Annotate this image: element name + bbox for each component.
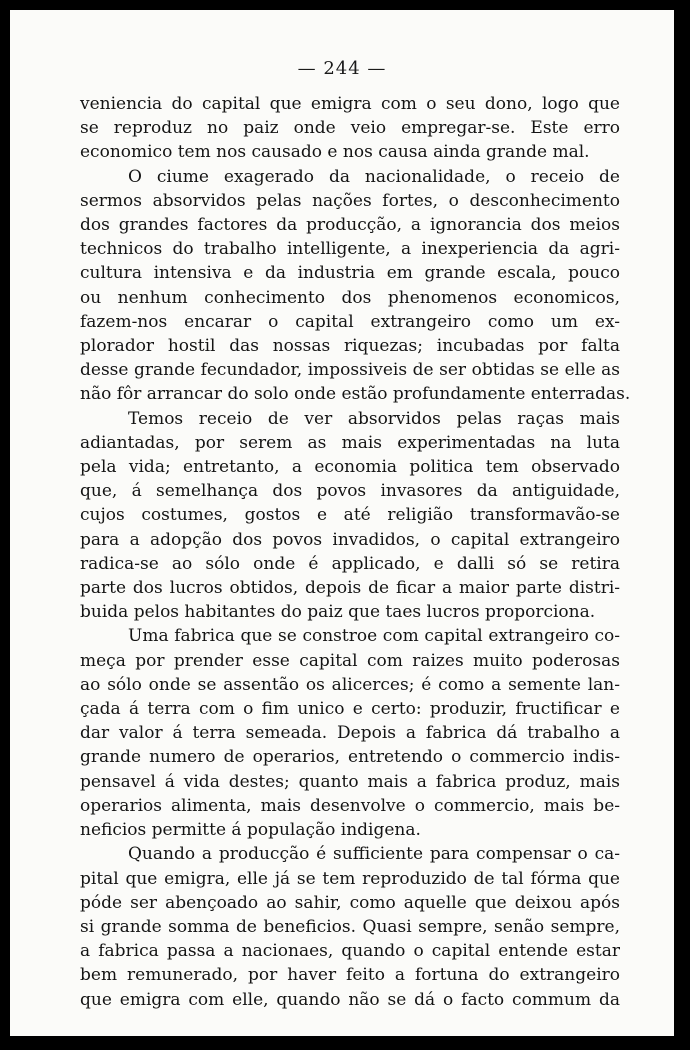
text-line: meça por prender esse capital com raizes muito poderosas	[80, 650, 620, 671]
text-line: sermos absorvidos pelas nações fortes, o desconhecimento	[80, 190, 620, 211]
text-line: si grande somma de beneficios. Quasi sempre, senão sempre,	[80, 916, 620, 937]
book-page	[10, 10, 674, 1036]
text-line: pital que emigra, elle já se tem reproduzido de tal fórma que	[80, 868, 620, 889]
text-line: çada á terra com o fim unico e certo: produzir, fructificar e	[80, 699, 620, 720]
text-line: cultura intensiva e da industria em grande escala, pouco	[80, 263, 620, 284]
text-line: Quando a producção é sufficiente para compensar o ca-	[128, 844, 620, 865]
text-line: grande numero de operarios, entretendo o commercio indis-	[80, 747, 620, 768]
text-line: que emigra com elle, quando não se dá o facto commum da	[80, 989, 620, 1010]
text-line: buida pelos habitantes do paiz que taes lucros proporciona.	[80, 602, 596, 623]
page-number: — 244 —	[297, 58, 387, 79]
text-line: neficios permitte á população indigena.	[80, 820, 421, 841]
text-line: adiantadas, por serem as mais experimentadas na luta	[80, 432, 620, 453]
text-line: dar valor á terra semeada. Depois a fabrica dá trabalho a	[80, 723, 620, 744]
text-line: ao sólo onde se assentão os alicerces; é como a semente lan-	[80, 674, 620, 695]
text-line: O ciume exagerado da nacionalidade, o receio de	[128, 166, 620, 187]
text-line: economico tem nos causado e nos causa ainda grande mal.	[80, 142, 590, 163]
text-line: cujos costumes, gostos e até religião transformavão-se	[80, 505, 620, 526]
text-line: pela vida; entretanto, a economia politica tem observado	[80, 457, 620, 478]
body-text	[80, 92, 631, 1012]
text-line: a fabrica passa a nacionaes, quando o capital entende estar	[80, 941, 620, 962]
text-line: desse grande fecundador, impossiveis de ser obtidas se elle as	[80, 360, 620, 381]
text-line: Uma fabrica que se constroe com capital extrangeiro co-	[128, 626, 620, 647]
text-line: parte dos lucros obtidos, depois de ficar a maior parte distri-	[80, 578, 620, 599]
text-line: technicos do trabalho intelligente, a inexperiencia da agri-	[80, 239, 620, 260]
text-line: Temos receio de ver absorvidos pelas raças mais	[128, 408, 620, 429]
text-line: veniencia do capital que emigra com o seu dono, logo que	[80, 94, 620, 114]
text-line: bem remunerado, por haver feito a fortuna do extrangeiro	[80, 965, 620, 986]
text-line: fazem-nos encarar o capital extrangeiro como um ex-	[80, 311, 620, 332]
text-line: dos grandes factores da producção, a ignorancia dos meios	[80, 215, 620, 236]
text-line: operarios alimenta, mais desenvolve o commercio, mais be-	[80, 795, 620, 816]
text-line: radica-se ao sólo onde é applicado, e dalli só se retira	[80, 553, 620, 574]
text-line: que, á semelhança dos povos invasores da antiguidade,	[80, 481, 620, 502]
text-line: não fôr arrancar do solo onde estão profundamente enterradas.	[80, 384, 631, 405]
text-line: para a adopção dos povos invadidos, o capital extrangeiro	[80, 529, 620, 550]
text-line: se reproduz no paiz onde veio empregar-se. Este erro	[80, 118, 620, 139]
text-line: plorador hostil das nossas riquezas; incubadas por falta	[80, 336, 620, 357]
text-line: ou nenhum conhecimento dos phenomenos economicos,	[80, 287, 620, 308]
text-line: póde ser abençoado ao sahir, como aquelle que deixou após	[80, 892, 620, 913]
text-line: pensavel á vida destes; quanto mais a fabrica produz, mais	[80, 771, 620, 792]
